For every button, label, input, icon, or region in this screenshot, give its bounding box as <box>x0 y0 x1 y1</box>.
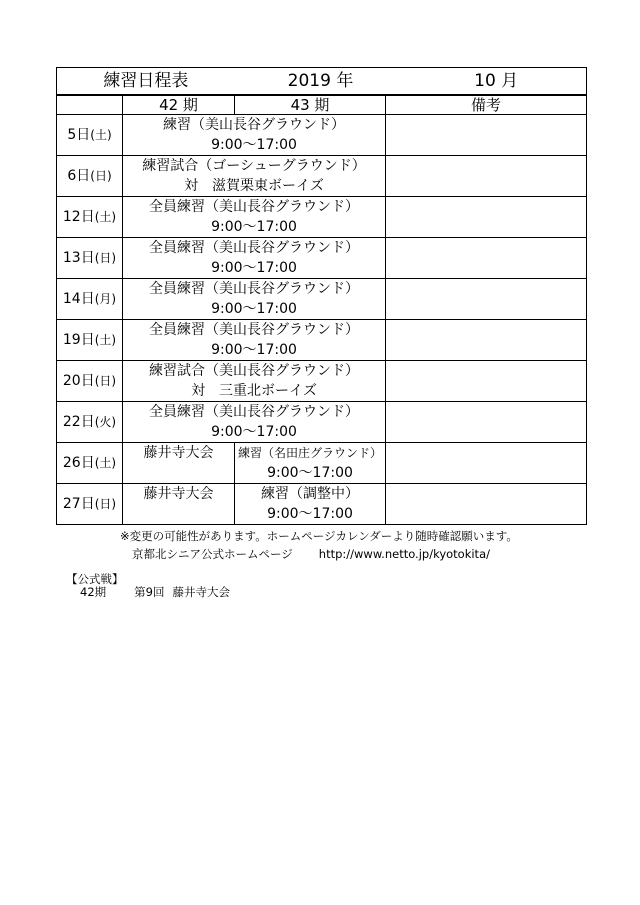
row-activity: 全員練習（美山長谷グラウンド） 9:00～17:00 <box>123 320 386 361</box>
row-date: 14日(月) <box>57 279 123 320</box>
schedule-title: 練習日程表 <box>103 71 189 91</box>
table-row <box>57 156 587 197</box>
official-event: 藤井寺大会 <box>172 585 230 599</box>
row-remarks <box>386 156 587 197</box>
row-date: 19日(土) <box>57 320 123 361</box>
homepage-label: 京都北シニア公式ホームページ <box>132 547 293 561</box>
header-remarks: 備考 <box>386 95 587 115</box>
table-row <box>57 443 587 484</box>
row-remarks <box>386 197 587 238</box>
row-remarks <box>386 320 587 361</box>
row-date: 20日(日) <box>57 361 123 402</box>
official-entry <box>80 584 230 600</box>
row-remarks <box>386 279 587 320</box>
official-round: 第9回 <box>134 585 165 599</box>
header-date <box>57 95 123 115</box>
row-remarks <box>386 443 587 484</box>
row-remarks <box>386 484 587 525</box>
table-row <box>57 238 587 279</box>
table-row <box>57 279 587 320</box>
table-row <box>57 361 587 402</box>
official-heading: 【公式戦】 <box>66 572 124 586</box>
homepage-url[interactable]: http://www.netto.jp/kyotokita/ <box>318 547 490 561</box>
row-activity: 全員練習（美山長谷グラウンド） 9:00～17:00 <box>123 279 386 320</box>
row-date: 12日(土) <box>57 197 123 238</box>
row-date: 22日(火) <box>57 402 123 443</box>
row-date: 13日(日) <box>57 238 123 279</box>
row-43-activity: 練習（調整中） 9:00～17:00 <box>235 484 386 525</box>
row-date: 6日(日) <box>57 156 123 197</box>
schedule-month: 10 月 <box>474 71 519 91</box>
header-row <box>57 95 587 115</box>
row-activity: 全員練習（美山長谷グラウンド） 9:00～17:00 <box>123 197 386 238</box>
table-row <box>57 320 587 361</box>
row-43-activity: 練習（名田庄グラウンド） 9:00～17:00 <box>235 443 386 484</box>
row-remarks <box>386 402 587 443</box>
row-activity: 練習試合（ゴーシューグラウンド） 対 滋賀栗東ボーイズ <box>123 156 386 197</box>
table-row <box>57 115 587 156</box>
row-42-activity: 藤井寺大会 <box>123 443 235 484</box>
row-activity: 全員練習（美山長谷グラウンド） 9:00～17:00 <box>123 238 386 279</box>
table-row <box>57 484 587 525</box>
title-row <box>57 68 587 96</box>
official-term: 42期 <box>80 585 107 599</box>
header-43: 43 期 <box>235 95 386 115</box>
change-notice: ※変更の可能性があります。ホームページカレンダーより随時確認願います。 <box>120 529 518 543</box>
row-date: 5日(土) <box>57 115 123 156</box>
row-42-activity: 藤井寺大会 <box>123 484 235 525</box>
schedule-table <box>56 67 587 525</box>
row-activity: 練習試合（美山長谷グラウンド） 対 三重北ボーイズ <box>123 361 386 402</box>
table-row <box>57 197 587 238</box>
row-activity: 全員練習（美山長谷グラウンド） 9:00～17:00 <box>123 402 386 443</box>
row-remarks <box>386 115 587 156</box>
row-activity: 練習（美山長谷グラウンド） 9:00～17:00 <box>123 115 386 156</box>
row-date: 27日(日) <box>57 484 123 525</box>
row-date: 26日(土) <box>57 443 123 484</box>
table-row <box>57 402 587 443</box>
row-remarks <box>386 238 587 279</box>
homepage-line <box>132 546 490 562</box>
schedule-year: 2019 年 <box>287 71 354 91</box>
header-42: 42 期 <box>123 95 235 115</box>
row-remarks <box>386 361 587 402</box>
